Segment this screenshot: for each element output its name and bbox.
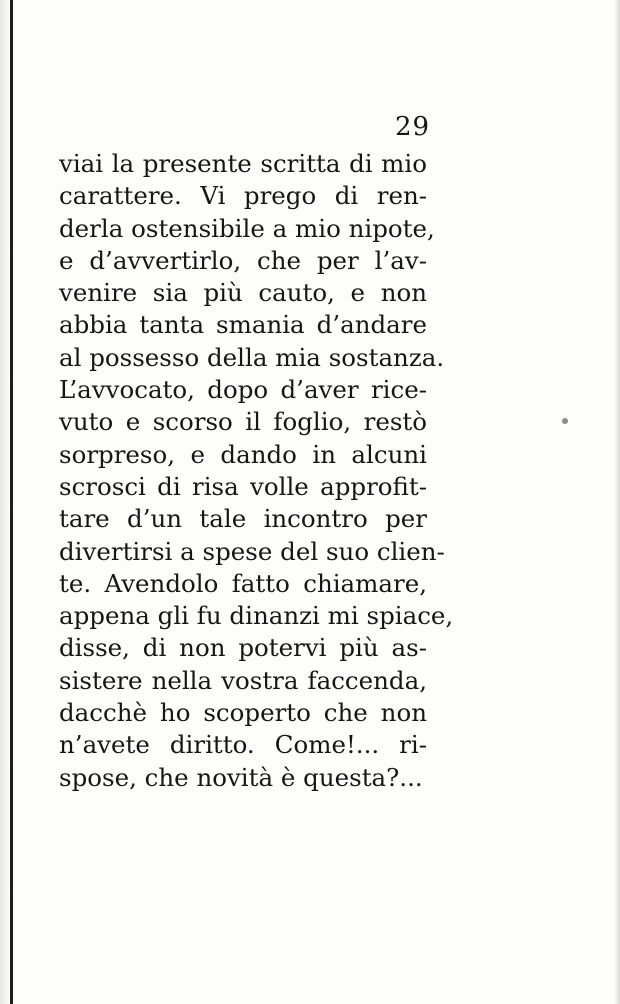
text-line: appena gli fu dinanzi mi spiace, [59,601,454,631]
text-line: viai la presente scritta di mio [59,149,427,178]
text-line: divertirsi a spese del suo clien- [59,536,445,566]
text-line: L’avvocato, dopo d’aver rice- [59,375,427,405]
page-edge [614,0,620,1004]
text-line: sorpreso, e dando in alcuni [59,439,427,469]
text-line: carattere. Vi prego di ren- [59,181,427,211]
text-line: te. Avendolo fatto chiamare, [59,568,427,598]
text-line: vuto e scorso il foglio, restò [59,407,427,437]
paper-spot [562,418,568,424]
binding-shadow [0,0,10,1004]
body-text [59,148,454,794]
text-line: e d’avvertirlo, che per l’av- [59,245,427,275]
text-line: sistere nella vostra faccenda, [59,665,427,695]
text-line: abbia tanta smania d’andare [59,310,427,340]
text-line: scrosci di risa volle approfit- [59,471,427,501]
text-line: venire sia più cauto, e non [59,278,427,308]
text-line: disse, di non potervi più as- [59,633,427,663]
page-number: 29 [395,112,431,142]
text-line: spose, che novità è questa?... [59,762,423,792]
text-line: tare d’un tale incontro per [59,504,427,534]
binding-edge [10,0,13,1004]
text-line: n’avete diritto. Come!... ri- [59,730,427,760]
text-line: derla ostensibile a mio nipote, [59,213,435,243]
text-line: dacchè ho scoperto che non [59,698,427,728]
text-line: al possesso della mia sostanza. [59,342,445,372]
